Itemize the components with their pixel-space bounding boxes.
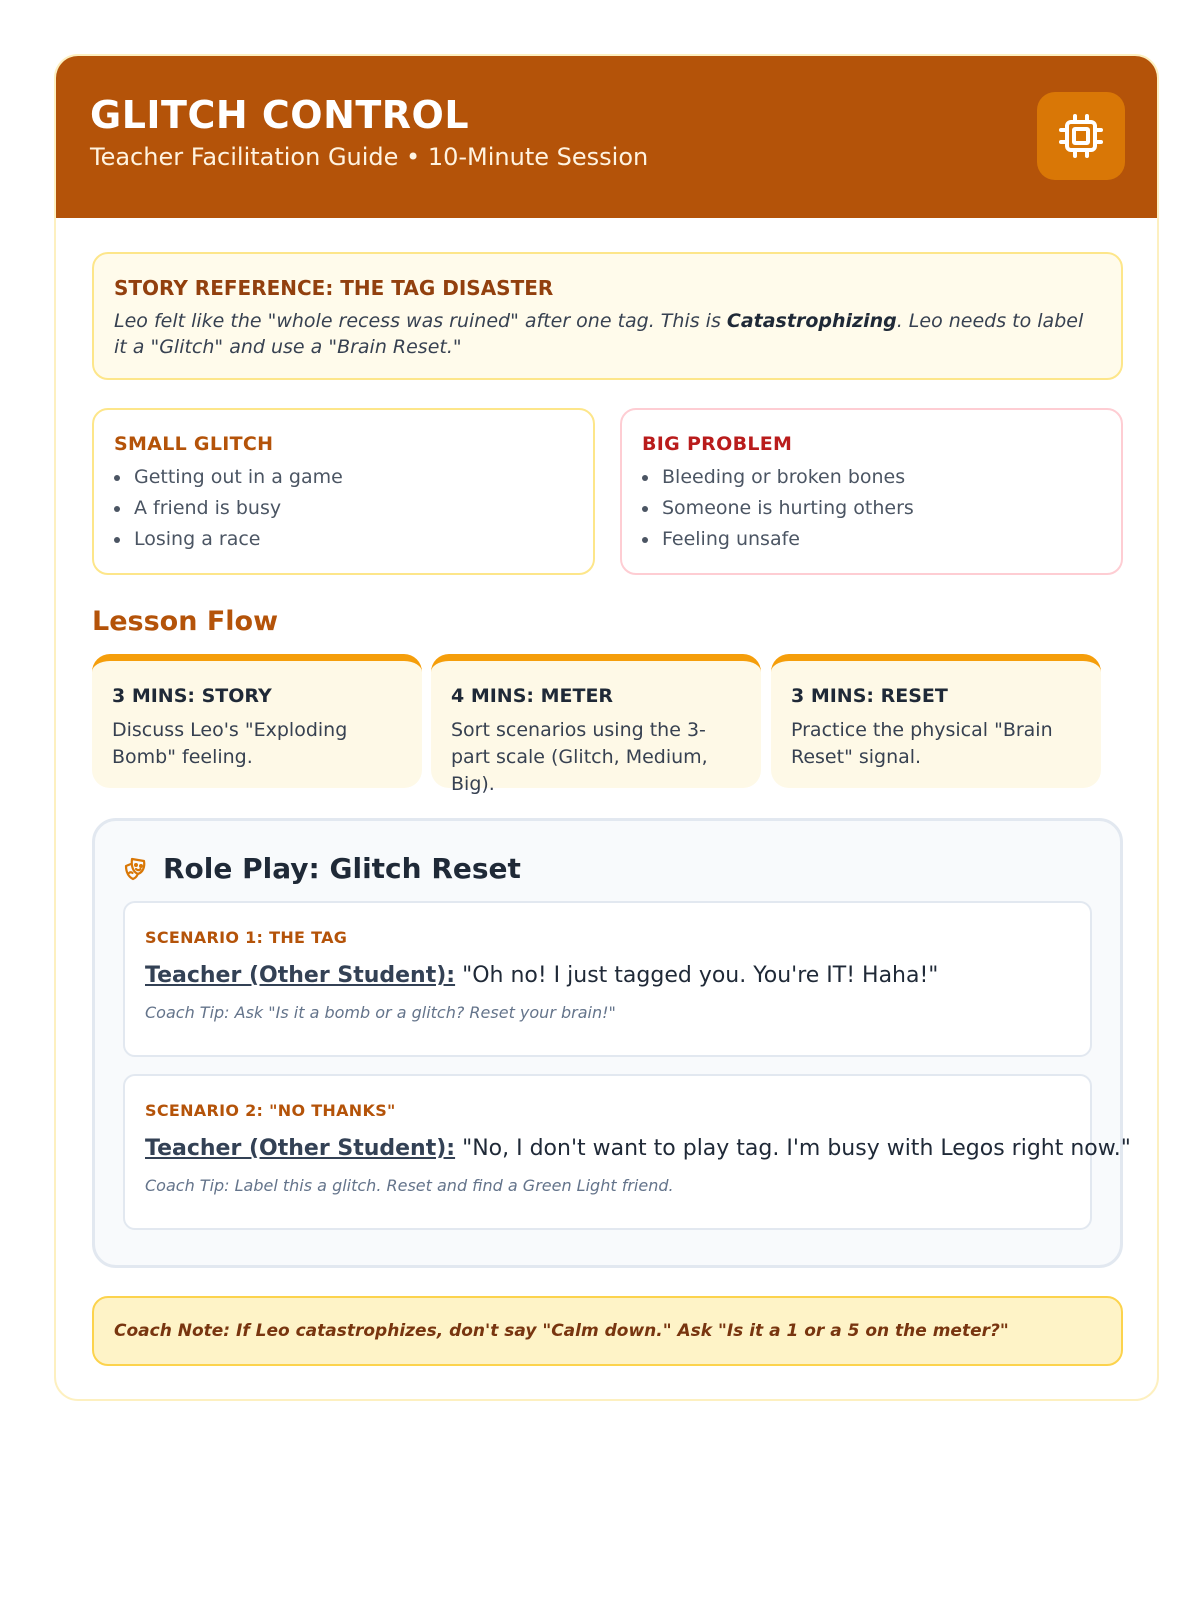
big-problem-list [642, 462, 1101, 555]
lesson-step-reset [771, 654, 1101, 788]
story-text [114, 308, 1101, 360]
scenario-dialogue [145, 1134, 1131, 1164]
small-glitch-title: SMALL GLITCH [114, 433, 274, 455]
coach-tip: Coach Tip: Ask "Is it a bomb or a glitch? Reset your brain!" [145, 1003, 616, 1022]
page-title: GLITCH CONTROL [90, 93, 470, 137]
big-problem-title: BIG PROBLEM [642, 433, 793, 455]
scenario-label: SCENARIO 2: "NO THANKS" [145, 1101, 396, 1120]
coach-note [92, 1296, 1123, 1366]
list-item: Getting out in a game [114, 462, 573, 493]
step-text: Discuss Leo's "Exploding Bomb" feeling. [112, 719, 348, 768]
dialogue-text: "No, I don't want to play tag. I'm busy with Legos right now." [462, 1136, 1131, 1161]
big-problem-box [620, 408, 1123, 575]
role-play-header [123, 851, 521, 887]
step-text: Sort scenarios using the 3-part scale (Glitch, Medium, Big). [451, 719, 708, 795]
lesson-step-meter [431, 654, 761, 795]
scenario-card [123, 1074, 1131, 1230]
story-reference [92, 252, 1123, 380]
lesson-flow-heading: Lesson Flow [92, 606, 279, 637]
chip-icon [1057, 112, 1105, 160]
page-subtitle: Teacher Facilitation Guide • 10-Minute Session [90, 143, 649, 171]
header [56, 56, 1157, 218]
speaker-label: Teacher (Other Student): [145, 1136, 456, 1161]
step-title: 4 MINS: METER [451, 685, 614, 707]
step-title: 3 MINS: RESET [791, 685, 948, 707]
story-text-bold: Catastrophizing [726, 310, 897, 332]
speaker-label: Teacher (Other Student): [145, 963, 456, 988]
list-item: A friend is busy [114, 493, 573, 524]
list-item: Feeling unsafe [642, 524, 1101, 555]
step-text: Practice the physical "Brain Reset" signal. [791, 719, 1053, 768]
small-glitch-box [92, 408, 595, 575]
theater-masks-icon [123, 856, 149, 882]
role-play-section [92, 818, 1131, 1268]
list-item: Someone is hurting others [642, 493, 1101, 524]
story-title: STORY REFERENCE: THE TAG DISASTER [114, 276, 554, 300]
chip-badge [1037, 92, 1125, 180]
list-item: Losing a race [114, 524, 573, 555]
role-play-title: Role Play: Glitch Reset [163, 852, 521, 885]
step-title: 3 MINS: STORY [112, 685, 272, 707]
small-glitch-list [114, 462, 573, 555]
story-text-end: . Leo needs to label it a "Glitch" and use a "Brain Reset." [114, 310, 1084, 358]
scenario-dialogue [145, 961, 1070, 991]
guide-card [54, 54, 1159, 1401]
scenario-card [123, 901, 1092, 1057]
coach-note-text: Coach Note: If Leo catastrophizes, don't say "Calm down." Ask "Is it a 1 or a 5 on the meter?" [114, 1321, 1009, 1341]
scenario-label: SCENARIO 1: THE TAG [145, 928, 348, 947]
list-item: Bleeding or broken bones [642, 462, 1101, 493]
lesson-step-story [92, 654, 422, 788]
coach-tip: Coach Tip: Label this a glitch. Reset and find a Green Light friend. [145, 1176, 674, 1195]
story-text-start: Leo felt like the "whole recess was ruined" after one tag. This is [114, 310, 727, 332]
dialogue-text: "Oh no! I just tagged you. You're IT! Haha!" [462, 963, 939, 988]
